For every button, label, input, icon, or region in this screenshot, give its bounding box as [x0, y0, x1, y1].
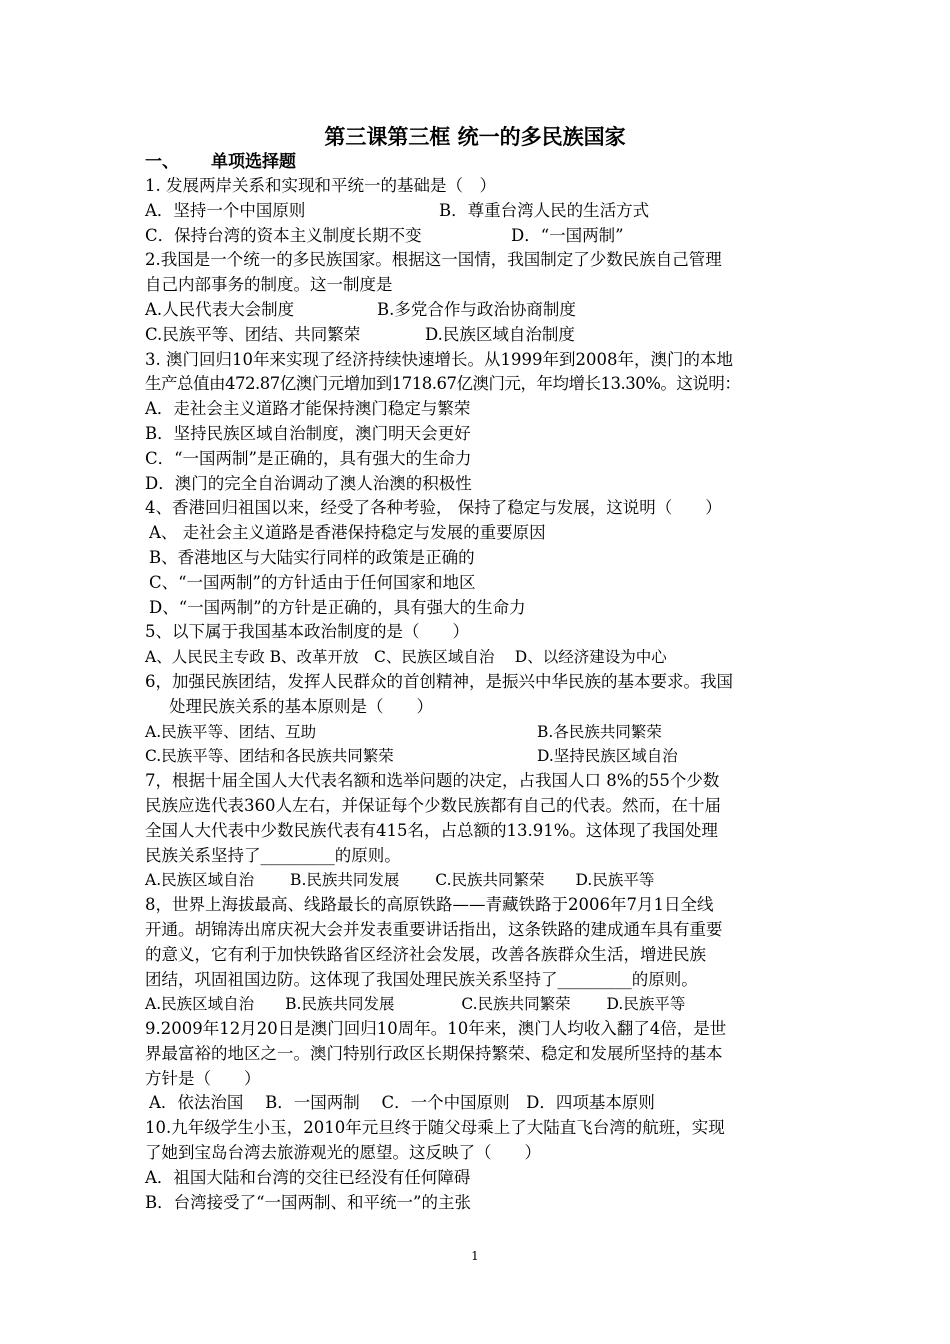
question-4-option-c: C、“一国两制”的方针适由于任何国家和地区 — [149, 572, 476, 592]
question-3-option-b: B．坚持民族区域自治制度，澳门明天会更好 — [145, 423, 471, 443]
question-1-option-d: D．“一国两制” — [511, 225, 624, 245]
question-6-option-d: D.坚持民族区域自治 — [537, 747, 678, 766]
question-8-stem-line-1: 8，世界上海拔最高、线路最长的高原铁路——青藏铁路于2006年7月1日全线 — [145, 895, 714, 915]
question-1-stem: 1. 发展两岸关系和实现和平统一的基础是（ ） — [145, 176, 496, 195]
question-7-options: A.民族区域自治 B.民族共同发展 C.民族共同繁荣 D.民族平等 — [145, 871, 655, 890]
question-2-option-c: C.民族平等、团结、共同繁荣 — [145, 324, 361, 344]
question-2-options-row-1 — [145, 298, 825, 323]
question-list — [145, 174, 825, 1215]
question-2-stem-line-1: 2.我国是一个统一的多民族国家。根据这一国情，我国制定了少数民族自己管理 — [145, 250, 722, 270]
question-1-option-c: C．保持台湾的资本主义制度长期不变 — [145, 225, 422, 245]
question-8-stem-line-4: 团结，巩固祖国边防。这体现了我国处理民族关系坚持了_________的原则。 — [145, 969, 698, 989]
question-2-option-b: B.多党合作与政治协商制度 — [377, 299, 576, 319]
section-heading — [145, 150, 296, 174]
question-6-option-a: A.民族平等、团结、互助 — [145, 722, 317, 741]
question-4-stem: 4、香港回归祖国以来，经受了各种考验， 保持了稳定与发展，这说明（ ） — [145, 498, 722, 518]
question-3-stem-line-1: 3. 澳门回归10年来实现了经济持续快速增长。从1999年到2008年，澳门的本地 — [145, 349, 733, 369]
question-1-options-row-1 — [145, 199, 825, 224]
section-number: 一、 — [145, 152, 179, 172]
question-6-stem-line-2: 处理民族关系的基本原则是（ ） — [169, 696, 433, 716]
question-3-option-d: D．澳门的完全自治调动了澳人治澳的积极性 — [145, 473, 472, 493]
question-4-option-d: D、“一国两制”的方针是正确的，具有强大的生命力 — [149, 597, 526, 617]
question-6-options-row-2 — [145, 744, 825, 769]
question-2-stem-line-2: 自己内部事务的制度。这一制度是 — [145, 275, 393, 295]
page-title: 第三课第三框 统一的多民族国家 — [324, 124, 626, 149]
question-2-option-d: D.民族区域自治制度 — [425, 324, 575, 344]
question-10-stem-line-2: 了她到宝岛台湾去旅游观光的愿望。这反映了（ ） — [145, 1143, 541, 1163]
question-9-stem-line-1: 9.2009年12月20日是澳门回归10周年。10年来，澳门人均收入翻了4倍，是世 — [145, 1019, 727, 1039]
question-1-option-b: B．尊重台湾人民的生活方式 — [439, 200, 650, 220]
question-1-options-row-2 — [145, 224, 825, 249]
question-10-option-a: A．祖国大陆和台湾的交往已经没有任何障碍 — [145, 1167, 471, 1187]
question-4-option-b: B、香港地区与大陆实行同样的政策是正确的 — [149, 547, 475, 567]
question-10-option-b: B．台湾接受了“一国两制、和平统一”的主张 — [145, 1192, 471, 1212]
question-1-option-a: A．坚持一个中国原则 — [145, 200, 306, 220]
question-8-options: A.民族区域自治 B.民族共同发展 C.民族共同繁荣 D.民族平等 — [145, 995, 686, 1014]
question-3-option-a: A．走社会主义道路才能保持澳门稳定与繁荣 — [145, 399, 471, 419]
question-4-option-a: A、 走社会主义道路是香港保持稳定与发展的重要原因 — [149, 523, 546, 543]
question-8-stem-line-3: 的意义，它有利于加快铁路省区经济社会发展，改善各族群众生活，增进民族 — [145, 944, 706, 964]
question-9-stem-line-3: 方针是（ ） — [145, 1068, 261, 1088]
question-6-option-c: C.民族平等、团结和各民族共同繁荣 — [145, 747, 394, 766]
question-7-stem-line-1: 7，根据十届全国人大代表名额和选举问题的决定，占我国人口 8%的55个少数 — [145, 771, 720, 791]
question-2-options-row-2 — [145, 323, 825, 348]
question-2-option-a: A.人民代表大会制度 — [145, 299, 295, 319]
question-7-stem-line-4: 民族关系坚持了_________的原则。 — [145, 845, 401, 865]
page-number: 1 — [471, 1249, 479, 1263]
question-10-stem-line-1: 10.九年级学生小玉，2010年元旦终于随父母乘上了大陆直飞台湾的航班，实现 — [145, 1118, 725, 1138]
question-6-options-row-1 — [145, 720, 825, 745]
question-5-stem: 5、以下属于我国基本政治制度的是（ ） — [145, 622, 469, 642]
question-6-option-b: B.各民族共同繁荣 — [537, 722, 662, 741]
question-5-options: A、人民民主专政 B、改革开放 C、民族区域自治 D、以经济建设为中心 — [145, 648, 667, 667]
question-3-stem-line-2: 生产总值由472.87亿澳门元增加到1718.67亿澳门元，年均增长13.30%。这说明： — [145, 374, 741, 394]
question-7-stem-line-2: 民族应选代表360人左右，并保证每个少数民族都有自己的代表。然而，在十届 — [145, 795, 721, 815]
question-9-options: A．依法治国 B．一国两制 C．一个中国原则 D．四项基本原则 — [149, 1093, 655, 1113]
question-8-stem-line-2: 开通。胡锦涛出席庆祝大会并发表重要讲话指出，这条铁路的建成通车具有重要 — [145, 919, 723, 939]
question-6-stem-line-1: 6，加强民族团结，发挥人民群众的首创精神，是振兴中华民族的基本要求。我国 — [145, 671, 733, 691]
section-label: 单项选择题 — [211, 152, 296, 172]
question-9-stem-line-2: 界最富裕的地区之一。澳门特别行政区长期保持繁荣、稳定和发展所坚持的基本 — [145, 1043, 723, 1063]
question-3-option-c: C．“一国两制”是正确的，具有强大的生命力 — [145, 448, 472, 468]
question-7-stem-line-3: 全国人大代表中少数民族代表有415名，占总额的13.91%。这体现了我国处理 — [145, 820, 718, 840]
